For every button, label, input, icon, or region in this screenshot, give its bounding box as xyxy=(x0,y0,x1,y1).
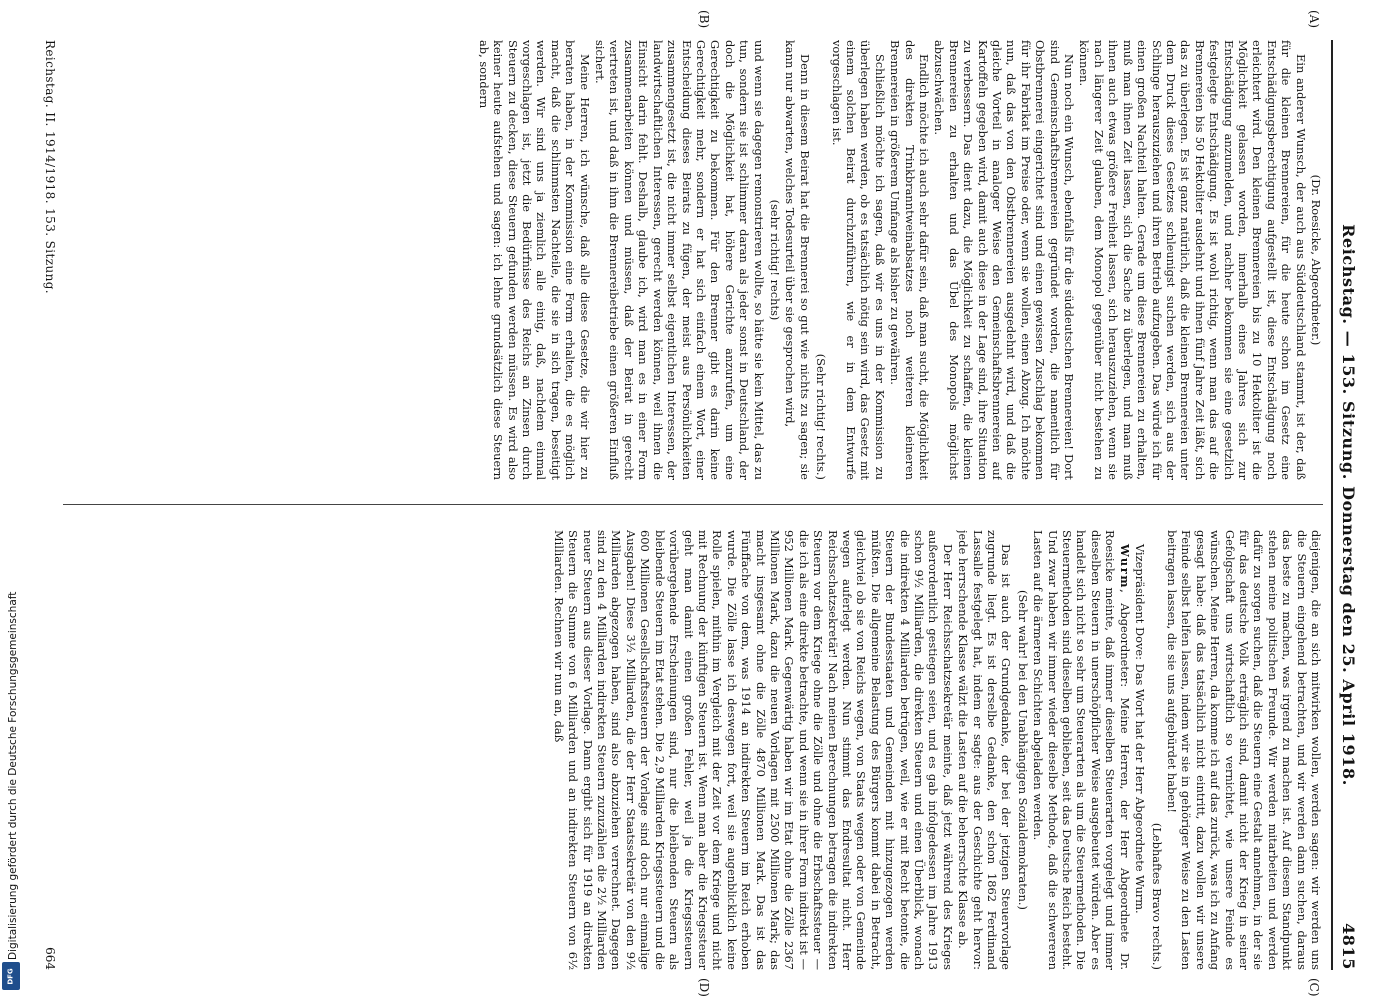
paragraph: diejenigen, die an sich mitwirken wollen, werden sagen: wir werden uns die Steuern eingehend betrachten, und wir werden dann suchen, daraus das beste zu machen, was irgend zu machen ist. Auf diesem Standpunkt stehen meine politischen Freunde. Wir werden mitarbeiten und werden dafür zu sorgen suchen, daß die Steuern eine Gestalt annehmen, in der sie für das deutsche Volk erträglich sind, damit nicht der Krieg in seiner Gefolgschaft uns wirtschaftlich so vernichtet, wie unsere Feinde es wünschen. Meine Herren, da komme ich auf das zurück, was ich zu Anfang gesagt habe: daß das tatsächlich nicht eintritt, dazu wollen wir unsere Feinde selbst helfen lassen, indem wir sie in gehöriger Weise zu den Lasten beitragen lassen, die sie uns aufgebürdet haben! xyxy=(1164,530,1323,970)
chair-announcement: Vizepräsident Dove: Das Wort hat der Herr Abgeordnete Wurm. xyxy=(1133,544,1148,914)
paragraph: und wenn sie dagegen remonstrieren wollte, so hätte sie kein Mittel, das zu tun, sondern sie ist schlimmer daran als jeder sonst in Deutschland, der doch die Möglichkeit hat, höhere Gerichte anzurufen, um eine Gerechtigkeit zu bekommen. Für den Brenner gibt es darin keine Gerechtigkeit mehr, sondern er hat sich einfach einem Wort, einer Entscheidung dieses Beirats zu fügen, der meist aus Persönlichkeiten zusammengesetzt ist, die nicht immer selbst eigentlichen Interessen, der landwirtschaftlichen Interessen, gerecht werden können, weil ihnen die Einsicht darin fehlt. Deshalb, glaube ich, wird man es in einer Form zusammenarbeiten können und müssen, daß der Beirat in gerecht vertreten ist, und daß in ihm die Brennereibetriebe einen größeren Einfluß sichert. xyxy=(593,40,766,480)
margin-mark-d: (D) xyxy=(697,978,711,997)
paragraph: Meine Herren, ich wünsche, daß alle diese Gesetze, die wir hier zu beraten haben, in der Kommission eine Form erhalten, die es möglich macht, daß die schlimmsten Nachteile, die sie in sich tragen, beseitigt werden. Wir sind uns ja ziemlich alle einig, daß, nachdem einmal vorgeschlagen ist, jetzt die Bedürfnisse des Reichs an Zinsen durch Steuern zu decken, diese Steuern gefunden werden müssen. Es wird also keiner heute aufstehen und sagen: ich lehne grundsätzlich diese Steuern ab, sondern xyxy=(476,40,592,480)
left-column xyxy=(63,40,1323,480)
applause-note: (Sehr richtig! rechts.) xyxy=(814,353,829,480)
margin-mark-b: (B) xyxy=(697,10,711,29)
paragraph: Schließlich möchte ich sagen, daß wir es uns in der Kommission zu überlegen haben werden, ob es tatsächlich nötig sein wird, das Gesetz mit einem solchen Beirat durchzuführen, wie er in dem Entwurfe vorgeschlagen ist. xyxy=(829,40,887,480)
dfg-logo xyxy=(2,962,20,990)
paragraph: Nun noch ein Wunsch, ebenfalls für die süddeutschen Brennereien! Dort sind Gemeinschaftsbrennereien gegründet worden, die namentlich für Obstbrennerei eingerichtet sind und einen gewissen Zuschlag bekommen für ihr Fabrikat im Preise oder, wenn sie wollen, einen Abzug. Ich möchte nun, daß das von den Obstbrennereien ausgedehnt wird, und daß die gleiche Vorteil in analoger Weise den Gemeinschaftsbrennereien auf Kartoffeln gegeben wird, damit auch diese in der Lage sind, ihre Situation zu verbessern. Das dient dazu, die Möglichkeit zu schaffen, die kleinen Brennereien zu erhalten und das Übel des Monopols möglichst abzuschwächen. xyxy=(932,40,1077,480)
page-number: 4815 xyxy=(1339,923,1358,970)
dfg-logo-text: DFG xyxy=(6,968,15,985)
speaker-attribution: (Dr. Roesicke, Abgeordneter.) xyxy=(1309,174,1323,346)
right-column xyxy=(63,530,1323,970)
paragraph: Denn in diesem Beirat hat die Brennerei so gut wie nichts zu sagen; sie kann nur abwarten, welches Todesurteil über sie gesprochen wird, xyxy=(783,40,812,480)
applause-note: (sehr richtig! rechts) xyxy=(767,199,782,321)
page-footer xyxy=(37,40,57,970)
paragraph: Meine Herren, der Herr Abgeordnete Dr. Roesicke meinte, daß immer dieselben Steuerarten vorgelegt und immer dieselben Steuern in unerschöpflicher Weise ausgebeutet würden. Aber es handelt sich nicht so sehr um Steuerarten als um die Steuermethoden. Die Steuermethoden sind dieselben geblieben, seit das Deutsche Reich besteht. Und zwar haben wir immer wieder dieselbe Methode, daß die schwereren Lasten auf die ärmeren Schichten abgeladen werden. xyxy=(1031,530,1132,970)
running-head xyxy=(1331,40,1361,970)
digitization-note xyxy=(0,540,26,1000)
paragraph: Das ist auch der Grundgedanke, der bei der jetzigen Steuervorlage zugrunde liegt. Es ist derselbe Gedanke, den schon 1862 Ferdinand Lassalle festgelegt hat, indem er sagte: aus der Geschichte geht hervor: jede herrschende Klasse wälzt die Lasten auf die beherrschte Klasse ab. xyxy=(956,530,1014,970)
applause-note: (Sehr wahr! bei den Unabhängigen Sozialdemokraten.) xyxy=(1015,590,1030,910)
margin-mark-a: (A) xyxy=(1307,10,1321,29)
column-divider xyxy=(63,504,1323,505)
footer-sheet-number: 664 xyxy=(43,947,57,970)
speaker-name: Wurm xyxy=(1117,544,1132,590)
applause-note: (Lebhaftes Bravo rechts.) xyxy=(1149,822,1164,970)
speaker-role: , Abgeordneter: xyxy=(1117,589,1132,688)
running-head-title: Reichstag. — 153. Sitzung. Donnerstag den 25. April 1918. xyxy=(1339,224,1358,786)
digitization-note-text: Digitalisierung gefördert durch die Deutsche Forschungsgemeinschaft xyxy=(7,591,19,960)
footer-session: Reichstag. II. 1914/1918. 153. Sitzung. xyxy=(43,40,57,295)
margin-mark-c: (C) xyxy=(1307,978,1321,997)
speaker-intro xyxy=(1031,530,1132,970)
paragraph: Ein anderer Wunsch, der auch aus Süddeutschland stammt, ist der, daß für die kleinen Brennereien, für die heute schon im Gesetz eine Entschädigungsberechtigung aufgestellt ist, diese Entschädigung noch erleichtert wird. Den kleinen Brennereien bis zu 10 Hektoliter ist die Möglichkeit gelassen worden, innerhalb eines Jahres sich zur Entschädigung anzumelden, und nachher bekommen sie eine gesetzlich festgelegte Entschädigung. Es ist wohl richtig, wenn man das auf die Brennereien bis 50 Hektoliter ausdehnt und ihnen fünf Jahre Zeit läßt, sich das zu überlegen. Es ist ganz natürlich, daß die kleinen Brennereien unter dem Druck dieses Gesetzes schleunigst suchen werden, sich aus der Schlinge herauszuziehen und ihren Betrieb aufzugeben. Das würde ich für einen großen Nachteil halten. Gerade um diese Brennereien zu erhalten, muß man ihnen Zeit lassen, sich die Sache zu überlegen, und man muß ihnen auch etwas größere Freiheit lassen, sich herauszuziehen, wenn sie nach längerer Zeit glauben, dem Monopol gegenüber nicht bestehen zu können. xyxy=(1077,40,1308,480)
paragraph: Endlich möchte ich auch sehr dafür sein, daß man sucht, die Möglichkeit des direkten Trinkbranntweinabsatzes noch weiteren kleineren Brennereien in größerem Umfange als bisher zu gewähren. xyxy=(888,40,932,480)
paragraph: Der Herr Reichsschatzsekretär meinte, daß jetzt während des Krieges außerordentlich gestiegen seien, und es gab infolgedessen im Jahre 1913 schon 9½ Milliarden, die direkten Steuern und einen Überblick, wonach die indirekten 4 Milliarden betrügen, weil, wie er mit Recht betonte, die Steuern der Bundesstaaten und Gemeinden mit hinzugezogen werden müßten. Die allgemeine Belastung des Bürgers kommt dabei in Betracht, gleichviel ob sie von Reichs wegen, von Staats wegen oder von Gemeinde wegen auferlegt werden. Nun stimmt das Endresultat nicht. Herr Reichsschatzsekretär! Nach meinen Berechnungen betragen die indirekten Steuern vor dem Kriege ohne die Zölle und ohne die Erbschaftssteuer — die ich als eine direkte betrachte, und wenn sie in ihrer Form indirekt ist — 952 Millionen Mark. Gegenwärtig haben wir im Etat ohne die Zölle 2367 Millionen Mark, dazu die neuen Vorlagen mit 2500 Millionen Mark; das macht insgesamt ohne die Zölle 4870 Millionen Mark. Das ist das Fünffache von dem, was 1914 an indirekten Steuern im Reich erhoben wurde. Die Zölle lasse ich deswegen fort, weil sie augenblicklich keine Rolle spielen, mithin im Vergleich mit der Zeit vor dem Kriege und nicht mit Rechnung der künftigen Steuern ist. Wenn man aber die Kriegssteuer geht man damit einen großen Fehler, weil ja die Kriegssteuern vorübergehende Erscheinungen sind, nur die bleibenden Steuern als bleibende Steuern im Etat stehen. Die 2,9 Milliarden Kriegssteuern und die 600 Millionen Gesellschaftssteuern der Vorlage sind doch nur einmalige Ausgaben! Diese 3½ Milliarden, die der Herr Staatssekretär von den 9½ Milliarden abgezogen haben, sind also abzuziehen verrechnet. Dagegen sind zu den 4 Milliarden indirekten Steuern zuzuzählen die 2½ Milliarden neuer Steuern aus dieser Vorlage. Dann ergibt sich für 1919 an direkten Steuern die Summe von 6 Milliarden und an indirekten Steuern von 6½ Milliarden. Rechnen wir nun an, daß xyxy=(551,530,955,970)
